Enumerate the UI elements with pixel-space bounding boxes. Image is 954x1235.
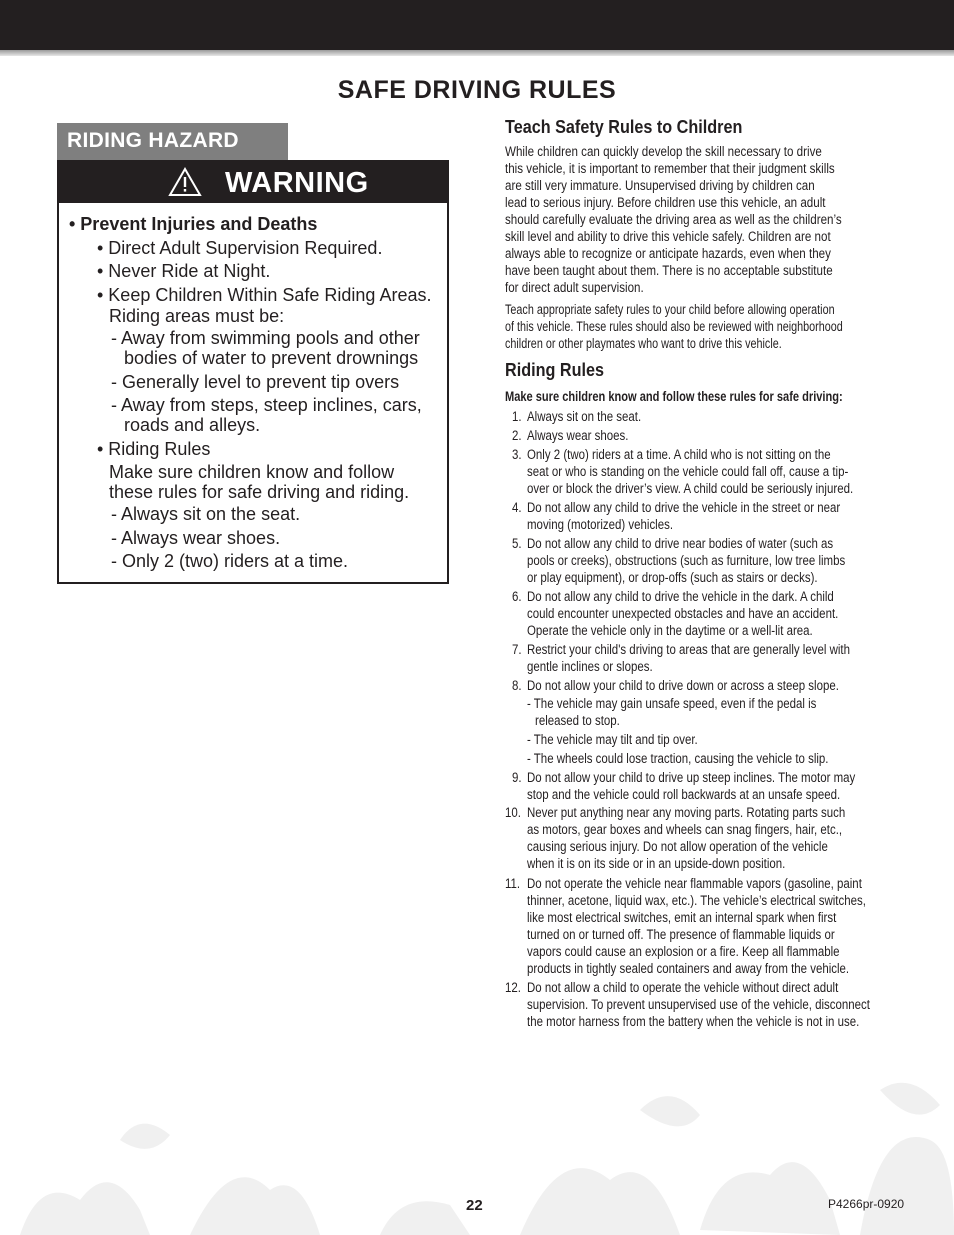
warning-line: • Keep Children Within Safe Riding Areas. [97,285,432,305]
warning-line: • Riding Rules [97,439,211,459]
warning-line: • Never Ride at Night. [97,261,271,281]
rule-text-line: moving (motorized) vehicles. [527,517,674,532]
rule-text-line: like most electrical switches, emit an internal spark when first [527,910,837,925]
rule-text-line: Always wear shoes. [527,428,629,443]
warning-line: bodies of water to prevent drownings [124,348,419,368]
teach-paragraph-line: skill level and ability to drive this vehicle safely. Children are not [505,229,831,244]
page-title: SAFE DRIVING RULES [337,76,617,104]
teach-paragraph-line: always able to recognize or anticipate hazards, even when they [505,246,831,261]
rule-text-line: thinner, acetone, liquid wax, etc.). The vehicle’s electrical switches, [527,893,866,908]
teach-paragraph-line: are still very immature. Unsupervised driving by children can [505,178,815,193]
rule-text-line: Do not allow any child to drive near bodies of water (such as [527,536,834,551]
warning-line: - Away from steps, steep inclines, cars, [111,395,422,415]
top-header-bar [0,0,954,50]
rule-number: 7. [512,642,522,657]
rule-text-line: Do not allow a child to operate the vehicle without direct adult [527,980,839,995]
rule-text-line: could encounter unexpected obstacles and have an accident. [527,606,839,621]
warning-line: - Only 2 (two) riders at a time. [111,551,349,571]
rule-text-line: Do not allow your child to drive up steep inclines. The motor may [527,770,856,785]
rule-text-line: Only 2 (two) riders at a time. A child who is not sitting on the [527,447,831,462]
warning-line: roads and alleys. [124,415,261,435]
rule-text-line: gentle inclines or slopes. [527,659,653,674]
warning-line: - Always wear shoes. [111,528,281,548]
rule-text-line: when it is on its side or in an upside-down position. [527,856,786,871]
teach-paragraph-line: While children can quickly develop the skill necessary to drive [505,144,822,159]
riding-rules-heading: Riding Rules [505,360,605,380]
warning-bar [59,162,447,203]
teach-paragraph-line: children or other playmates who want to drive this vehicle. [505,336,782,351]
rule-text-line: Do not allow any child to drive the vehicle in the street or near [527,500,841,515]
warning-line: Riding areas must be: [109,306,285,326]
header-shadow [0,50,954,56]
rule-text-line: as motors, gear boxes and wheels can snag fingers, hair, etc., [527,822,843,837]
rule-text-line: or play equipment), or drop-offs (such as stairs or decks). [527,570,818,585]
rule-text-line: the motor harness from the battery when the vehicle is not in use. [527,1014,860,1029]
rule-text-line: Restrict your child's driving to areas that are generally level with [527,642,850,657]
rule-text-line: over or block the driver’s view. A child could be seriously injured. [527,481,854,496]
rule-text-line: Operate the vehicle only in the daytime or a well-lit area. [527,623,813,638]
teach-paragraph-line: of this vehicle. These rules should also be reviewed with neighborhood [505,319,843,334]
rule-sub-line: released to stop. [535,713,620,728]
rule-number: 6. [512,589,522,604]
rule-text-line: stop and the vehicle could roll backwards at an unsafe speed. [527,787,841,802]
rule-text-line: Do not allow your child to drive down or across a steep slope. [527,678,839,693]
rule-number: 5. [512,536,522,551]
rule-number: 12. [505,980,521,995]
rule-number: 10. [505,805,521,820]
rule-text-line: products in tightly sealed containers and away from the vehicle. [527,961,850,976]
rule-text-line: Always sit on the seat. [527,409,642,424]
rule-number: 8. [512,678,522,693]
rule-text-line: supervision. To prevent unsupervised use of the vehicle, disconnect [527,997,870,1012]
rule-text-line: pools or creeks), obstructions (such as furniture, low tree limbs [527,553,846,568]
warning-line: • Direct Adult Supervision Required. [97,238,383,258]
hazard-label: RIDING HAZARD [57,123,288,160]
teach-paragraph-line: have been taught about them. There is no acceptable substitute [505,263,833,278]
rule-text-line: seat or who is standing on the vehicle could fall off, cause a tip- [527,464,849,479]
teach-paragraph-line: for direct adult supervision. [505,280,644,295]
teach-paragraph-line: should carefully evaluate the driving area as well as the children’s [505,212,842,227]
teach-heading: Teach Safety Rules to Children [505,117,743,137]
rule-number: 3. [512,447,522,462]
rule-number: 11. [505,876,521,891]
teach-paragraph-line: this vehicle, it is important to remember that their judgment skills [505,161,835,176]
rule-text-line: Never put anything near any moving parts. Rotating parts such [527,805,846,820]
rule-text-line: Do not allow any child to drive the vehicle in the dark. A child [527,589,834,604]
rule-number: 4. [512,500,522,515]
warning-heading: WARNING [225,167,369,199]
rule-sub-line: - The vehicle may tilt and tip over. [527,732,698,747]
document-code: P4266pr-0920 [828,1197,905,1211]
riding-rules-intro: Make sure children know and follow these rules for safe driving: [505,389,843,404]
warning-line: • Prevent Injuries and Deaths [69,214,318,234]
rule-text-line: vapors could cause an explosion or a fire. Keep all flammable [527,944,840,959]
rule-sub-line: - The wheels could lose traction, causing the vehicle to slip. [527,751,829,766]
warning-line: Make sure children know and follow [109,462,395,482]
rule-text-line: causing serious injury. Do not allow operation of the vehicle [527,839,828,854]
teach-paragraph-line: lead to serious injury. Before children use this vehicle, an adult [505,195,826,210]
rule-number: 2. [512,428,522,443]
warning-triangle-icon [168,167,202,197]
rule-sub-line: - The vehicle may gain unsafe speed, even if the pedal is [527,696,817,711]
rule-number: 1. [512,409,522,424]
warning-line: - Generally level to prevent tip overs [111,372,400,392]
page-number: 22 [466,1197,483,1214]
warning-line: these rules for safe driving and riding. [109,482,410,502]
teach-paragraph-line: Teach appropriate safety rules to your child before allowing operation [505,302,835,317]
warning-line: - Away from swimming pools and other [111,328,420,348]
warning-line: - Always sit on the seat. [111,504,301,524]
rule-number: 9. [512,770,522,785]
rule-text-line: turned on or turned off. The presence of flammable liquids or [527,927,835,942]
rule-text-line: Do not operate the vehicle near flammable vapors (gasoline, paint [527,876,862,891]
